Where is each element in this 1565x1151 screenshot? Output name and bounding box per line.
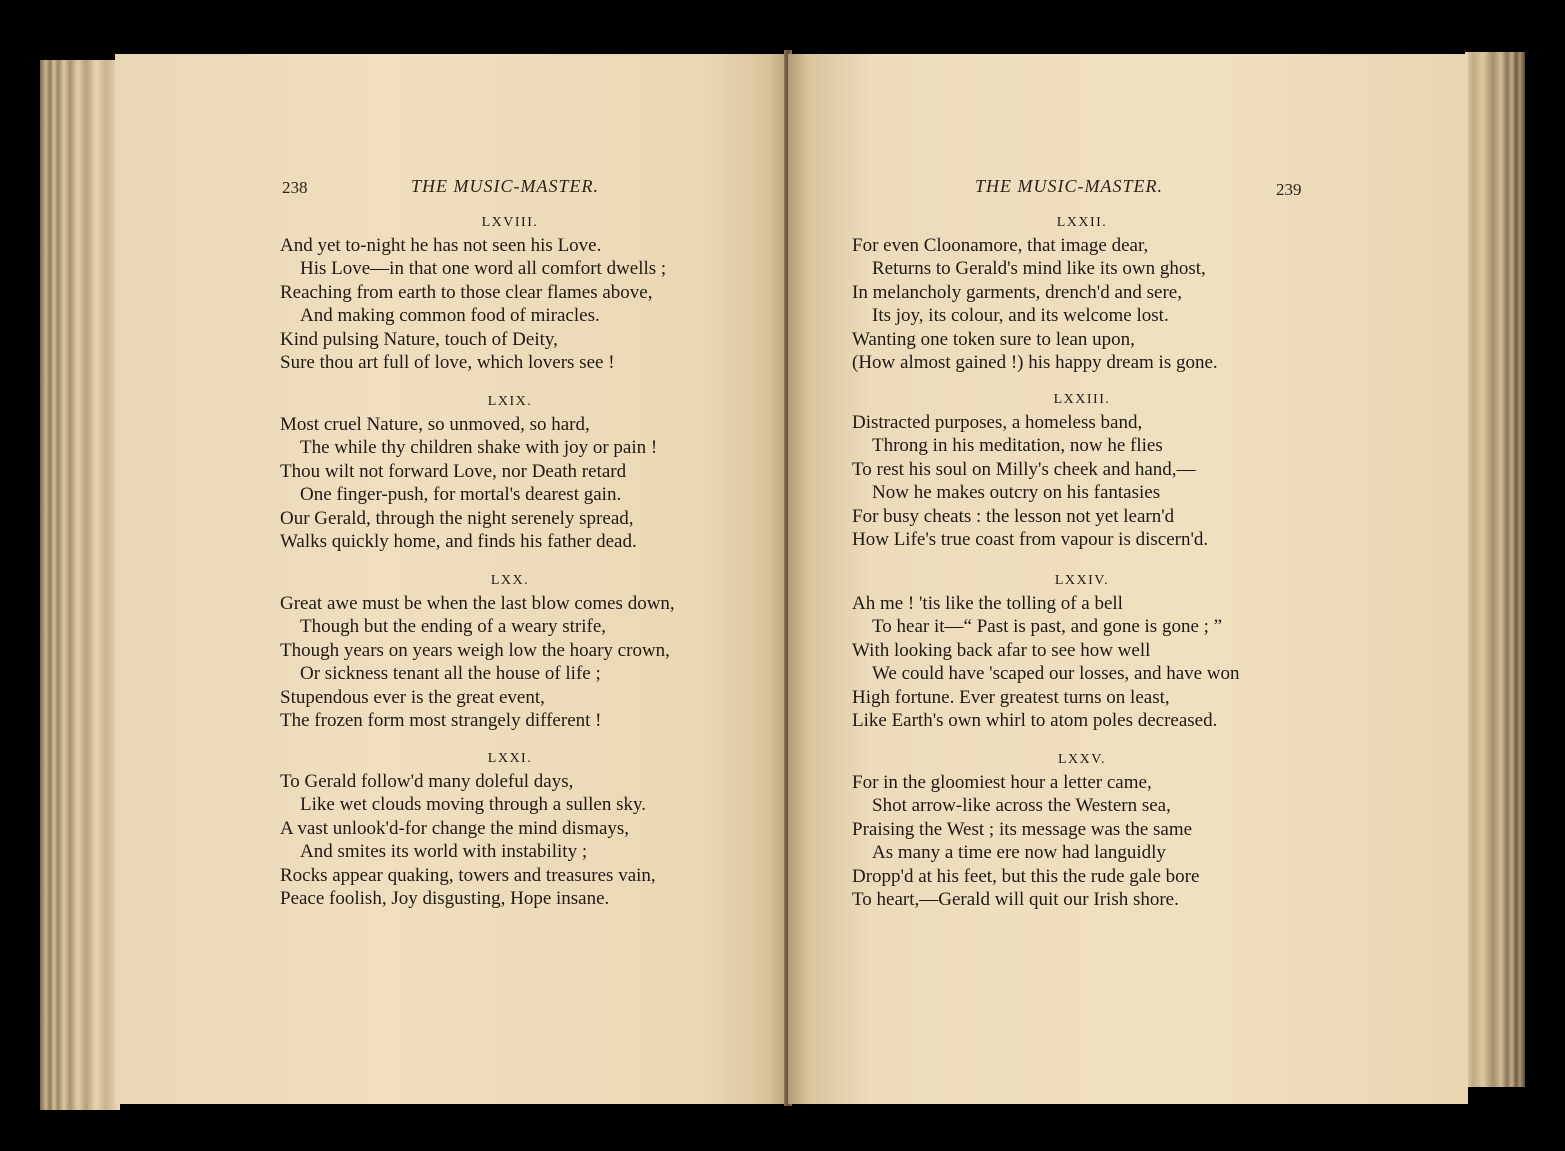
verse-line: Its joy, its colour, and its welcome lost. (872, 305, 1169, 327)
verse-line: Or sickness tenant all the house of life ; (300, 663, 601, 685)
verse-line: Now he makes outcry on his fantasies (872, 482, 1161, 504)
open-book (40, 42, 1525, 1110)
stanza-numeral: LXIX. (487, 394, 533, 409)
verse-line: Great awe must be when the last blow comes down, (280, 593, 675, 614)
stanza-lxxiii (852, 389, 1312, 551)
verse-line: Dropp'd at his feet, but this the rude gale bore (852, 865, 1200, 887)
verse-line: And smites its world with instability ; (300, 841, 588, 863)
page-number-right: 239 (1276, 180, 1302, 199)
verse-line: Kind pulsing Nature, touch of Deity, (280, 328, 558, 350)
stanza-lxxi (280, 748, 740, 910)
verse-line: And yet to-night he has not seen his Love. (280, 235, 602, 256)
verse-line: Like wet clouds moving through a sullen sky. (300, 794, 646, 816)
verse-line: Ah me ! 'tis like the tolling of a bell (852, 593, 1123, 614)
stanza-lxxv (852, 749, 1312, 911)
verse-line: And making common food of miracles. (300, 305, 600, 327)
stanza-lxx (280, 570, 740, 732)
verse-line: With looking back afar to see how well (852, 639, 1151, 661)
stanza-numeral: LXXI. (487, 751, 533, 766)
verse-line: Shot arrow-like across the Western sea, (872, 795, 1171, 817)
stanza-lxviii (280, 212, 740, 374)
verse-line: In melancholy garments, drench'd and sere, (852, 281, 1182, 303)
stanza-lxxiv (852, 570, 1312, 732)
verse-line: Thou wilt not forward Love, nor Death retard (280, 460, 627, 482)
verse-line: For even Cloonamore, that image dear, (852, 235, 1149, 256)
stanza-numeral: LXVIII. (481, 215, 539, 230)
verse-line: We could have 'scaped our losses, and have won (872, 663, 1240, 685)
stanza-numeral: LXXV. (1057, 752, 1107, 767)
verse-line: The while thy children shake with joy or pain ! (300, 437, 658, 459)
verse-line: A vast unlook'd-for change the mind dismays, (280, 817, 630, 839)
verse-line: Though but the ending of a weary strife, (300, 616, 607, 638)
stanza-lxxii (852, 212, 1312, 374)
verse-line: Returns to Gerald's mind like its own ghost, (872, 258, 1206, 280)
verse-line: For busy cheats : the lesson not yet learn'd (852, 505, 1175, 527)
verse-line: Rocks appear quaking, towers and treasures vain, (280, 864, 656, 886)
verse-line: Praising the West ; its message was the same (852, 818, 1193, 840)
running-head-right: THE MUSIC-MASTER. (975, 176, 1163, 196)
verse-line: The frozen form most strangely different ! (280, 709, 602, 731)
stanza-numeral: LXXIII. (1053, 392, 1111, 407)
verse-line: (How almost gained !) his happy dream is gone. (852, 351, 1218, 373)
verse-line: As many a time ere now had languidly (872, 842, 1166, 864)
verse-line: Throng in his meditation, now he flies (872, 435, 1163, 457)
right-page-edges (1465, 52, 1525, 1087)
stanza-numeral: LXX. (490, 573, 530, 588)
verse-line: Sure thou art full of love, which lovers see ! (280, 351, 615, 373)
verse-line: How Life's true coast from vapour is discern'd. (852, 528, 1209, 550)
verse-line: Distracted purposes, a homeless band, (852, 412, 1143, 433)
verse-line: Stupendous ever is the great event, (280, 686, 545, 708)
verse-line: Walks quickly home, and finds his father dead. (280, 530, 637, 552)
verse-line: Our Gerald, through the night serenely spread, (280, 507, 634, 529)
verse-line: To heart,—Gerald will quit our Irish shore. (852, 888, 1179, 910)
page-number-left: 238 (282, 178, 308, 197)
verse-line: For in the gloomiest hour a letter came, (852, 772, 1152, 793)
verse-line: One finger-push, for mortal's dearest gain. (300, 484, 622, 506)
stanza-numeral: LXXIV. (1054, 573, 1110, 588)
verse-line: To hear it—“ Past is past, and gone is gone ; ” (872, 616, 1223, 638)
verse-line: To rest his soul on Milly's cheek and hand,— (852, 458, 1196, 480)
stanza-lxix (280, 391, 740, 553)
verse-line: Reaching from earth to those clear flames above, (280, 281, 653, 303)
stanza-numeral: LXXII. (1056, 215, 1108, 230)
verse-line: Wanting one token sure to lean upon, (852, 328, 1135, 350)
right-page (788, 54, 1468, 1104)
verse-line: To Gerald follow'd many doleful days, (280, 771, 574, 792)
verse-line: Most cruel Nature, so unmoved, so hard, (280, 414, 590, 435)
verse-line: High fortune. Ever greatest turns on least, (852, 686, 1170, 708)
running-head-left: THE MUSIC-MASTER. (411, 176, 599, 196)
verse-line: Though years on years weigh low the hoary crown, (280, 639, 670, 661)
left-page (115, 54, 788, 1104)
verse-line: Like Earth's own whirl to atom poles decreased. (852, 709, 1218, 731)
verse-line: Peace foolish, Joy disgusting, Hope insane. (280, 887, 610, 909)
verse-line: His Love—in that one word all comfort dwells ; (300, 258, 667, 280)
left-page-edges (40, 60, 120, 1110)
